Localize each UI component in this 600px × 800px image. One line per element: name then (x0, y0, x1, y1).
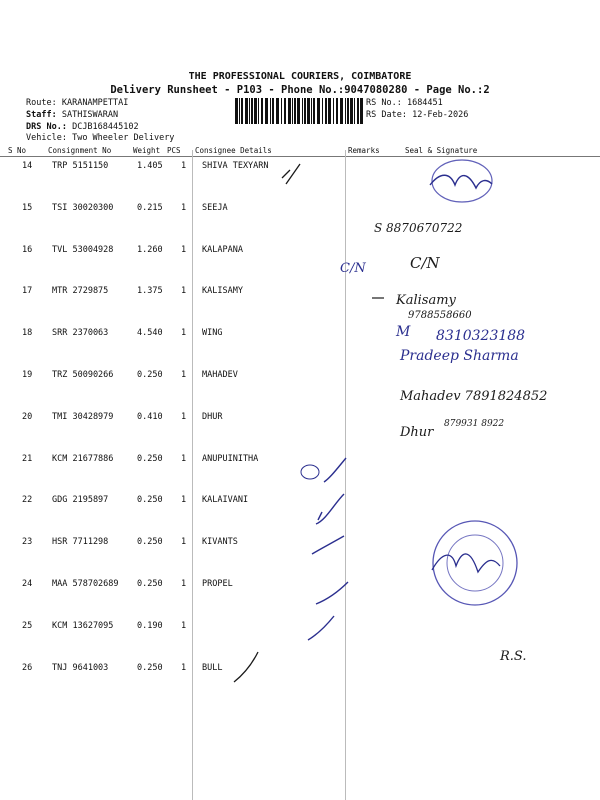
staff-value: SATHISWARAN (61, 110, 119, 120)
row-consignment-no: SRR 2370063 (52, 328, 109, 338)
row-sno: 22 (22, 495, 33, 505)
row-consignee: DHUR (202, 412, 223, 422)
row-consignment-no: MTR 2729875 (52, 286, 109, 296)
row-pcs: 1 (181, 621, 187, 631)
handwritten-name-row-20: Dhur (400, 425, 434, 440)
document-subtitle: Delivery Runsheet - P103 - Phone No.:9047080280 - Page No.:2 (110, 84, 490, 96)
row-weight: 0.250 (137, 579, 163, 589)
col-sno: S No (8, 146, 27, 155)
tick-mark-row-23 (312, 536, 344, 554)
row-consignee: KALAPANA (202, 245, 243, 255)
vehicle-value: Two Wheeler Delivery (72, 133, 175, 143)
tick-mark-row-14 (282, 164, 300, 184)
row-weight: 0.190 (137, 621, 163, 631)
col-remarks: Remarks (348, 146, 380, 155)
row-weight: 1.405 (137, 161, 163, 171)
handwritten-row-19: Mahadev 7891824852 (400, 389, 548, 404)
handwritten-cn-row-16: C/N (410, 254, 440, 272)
handwritten-phone-row-20: 879931 8922 (444, 419, 505, 429)
row-pcs: 1 (181, 495, 187, 505)
row-weight: 0.410 (137, 412, 163, 422)
row-consignee: MAHADEV (202, 370, 238, 380)
row-weight: 1.375 (137, 286, 163, 296)
row-consignment-no: TVL 53004928 (52, 245, 114, 255)
row-consignment-no: TSI 30020300 (52, 203, 114, 213)
row-sno: 14 (22, 161, 33, 171)
handwritten-phone-row-17: 9788558660 (408, 310, 472, 321)
handwritten-name-row-17: Kalisamy (396, 293, 456, 308)
row-consignment-no: TNJ 9641003 (52, 663, 109, 673)
row-weight: 0.250 (137, 370, 163, 380)
row-sno: 19 (22, 370, 33, 380)
row-pcs: 1 (181, 412, 187, 422)
handwritten-remark-row-16: C/N (340, 261, 366, 276)
row-sno: 20 (22, 412, 33, 422)
seal-stamp-rows-23-24 (432, 521, 517, 605)
row-sno: 25 (22, 621, 33, 631)
row-sno: 26 (22, 663, 33, 673)
row-weight: 4.540 (137, 328, 163, 338)
row-consignee: KIVANTS (202, 537, 238, 547)
col-weight: Weight (133, 146, 161, 155)
row-consignment-no: TMI 30428979 (52, 412, 114, 422)
row-sno: 21 (22, 454, 33, 464)
row-consignee: WING (202, 328, 223, 338)
rs-date-label: RS Date: (366, 110, 407, 120)
row-pcs: 1 (181, 579, 187, 589)
row-sno: 17 (22, 286, 33, 296)
row-consignee: KALISAMY (202, 286, 243, 296)
row-weight: 0.250 (137, 454, 163, 464)
route-value: KARANAMPETTAI (61, 98, 129, 108)
handwritten-phone-row-15: S 8870670722 (374, 221, 463, 235)
col-consignment: Consignment No (48, 146, 112, 155)
route-label: Route: (26, 98, 57, 108)
staff-label: Staff: (26, 110, 57, 120)
row-pcs: 1 (181, 286, 187, 296)
handwritten-phone-row-18: 8310323188 (436, 328, 526, 344)
row-pcs: 1 (181, 245, 187, 255)
seal-stamp-row-14 (430, 160, 492, 202)
handwritten-name-row-18: Pradeep Sharma (400, 348, 519, 364)
rs-date-value: 12-Feb-2026 (412, 110, 469, 120)
row-pcs: 1 (181, 328, 187, 338)
row-consignee: ANUPUINITHA (202, 454, 259, 464)
tick-mark-row-22 (316, 494, 344, 524)
row-consignment-no: TRP 5151150 (52, 161, 109, 171)
handwritten-initial-row-18: M (396, 324, 411, 340)
row-pcs: 1 (181, 663, 187, 673)
row-consignee: PROPEL (202, 579, 233, 589)
col-pcs: PCS (167, 146, 181, 155)
row-consignee: SHIVA TEXYARN (202, 161, 269, 171)
row-consignment-no: KCM 13627095 (52, 621, 114, 631)
col-seal-signature: Seal & Signature (405, 146, 478, 155)
col-consignee: Consignee Details (195, 146, 272, 155)
row-weight: 1.260 (137, 245, 163, 255)
circle-mark-row-21 (301, 465, 319, 479)
document-title: THE PROFESSIONAL COURIERS, COIMBATORE (188, 71, 412, 82)
row-consignee: KALAIVANI (202, 495, 249, 505)
rs-no-label: RS No.: (366, 98, 402, 108)
tick-mark-row-25 (308, 616, 334, 640)
row-weight: 0.250 (137, 537, 163, 547)
row-weight: 0.215 (137, 203, 163, 213)
drs-label: DRS No.: (26, 122, 67, 132)
row-consignment-no: TRZ 50090266 (52, 370, 114, 380)
row-pcs: 1 (181, 370, 187, 380)
row-pcs: 1 (181, 203, 187, 213)
row-sno: 18 (22, 328, 33, 338)
row-consignment-no: HSR 7711298 (52, 537, 109, 547)
row-consignment-no: GDG 2195897 (52, 495, 109, 505)
vehicle-label: Vehicle: (26, 133, 67, 143)
row-weight: 0.250 (137, 663, 163, 673)
tick-mark-row-21 (324, 458, 346, 482)
row-consignee: SEEJA (202, 203, 228, 213)
tick-mark-row-24 (316, 582, 348, 604)
row-sno: 16 (22, 245, 33, 255)
handwritten-signature-row-26: R.S. (500, 649, 527, 664)
row-pcs: 1 (181, 454, 187, 464)
row-pcs: 1 (181, 537, 187, 547)
drs-value: DCJB168445102 (72, 122, 139, 132)
row-weight: 0.250 (137, 495, 163, 505)
row-consignment-no: MAA 578702689 (52, 579, 119, 589)
tick-mark-row-26 (234, 652, 258, 682)
rs-no-value: 1684451 (406, 98, 443, 108)
row-consignment-no: KCM 21677886 (52, 454, 114, 464)
row-sno: 24 (22, 579, 33, 589)
row-consignee: BULL (202, 663, 223, 673)
row-pcs: 1 (181, 161, 187, 171)
row-sno: 15 (22, 203, 33, 213)
row-sno: 23 (22, 537, 33, 547)
